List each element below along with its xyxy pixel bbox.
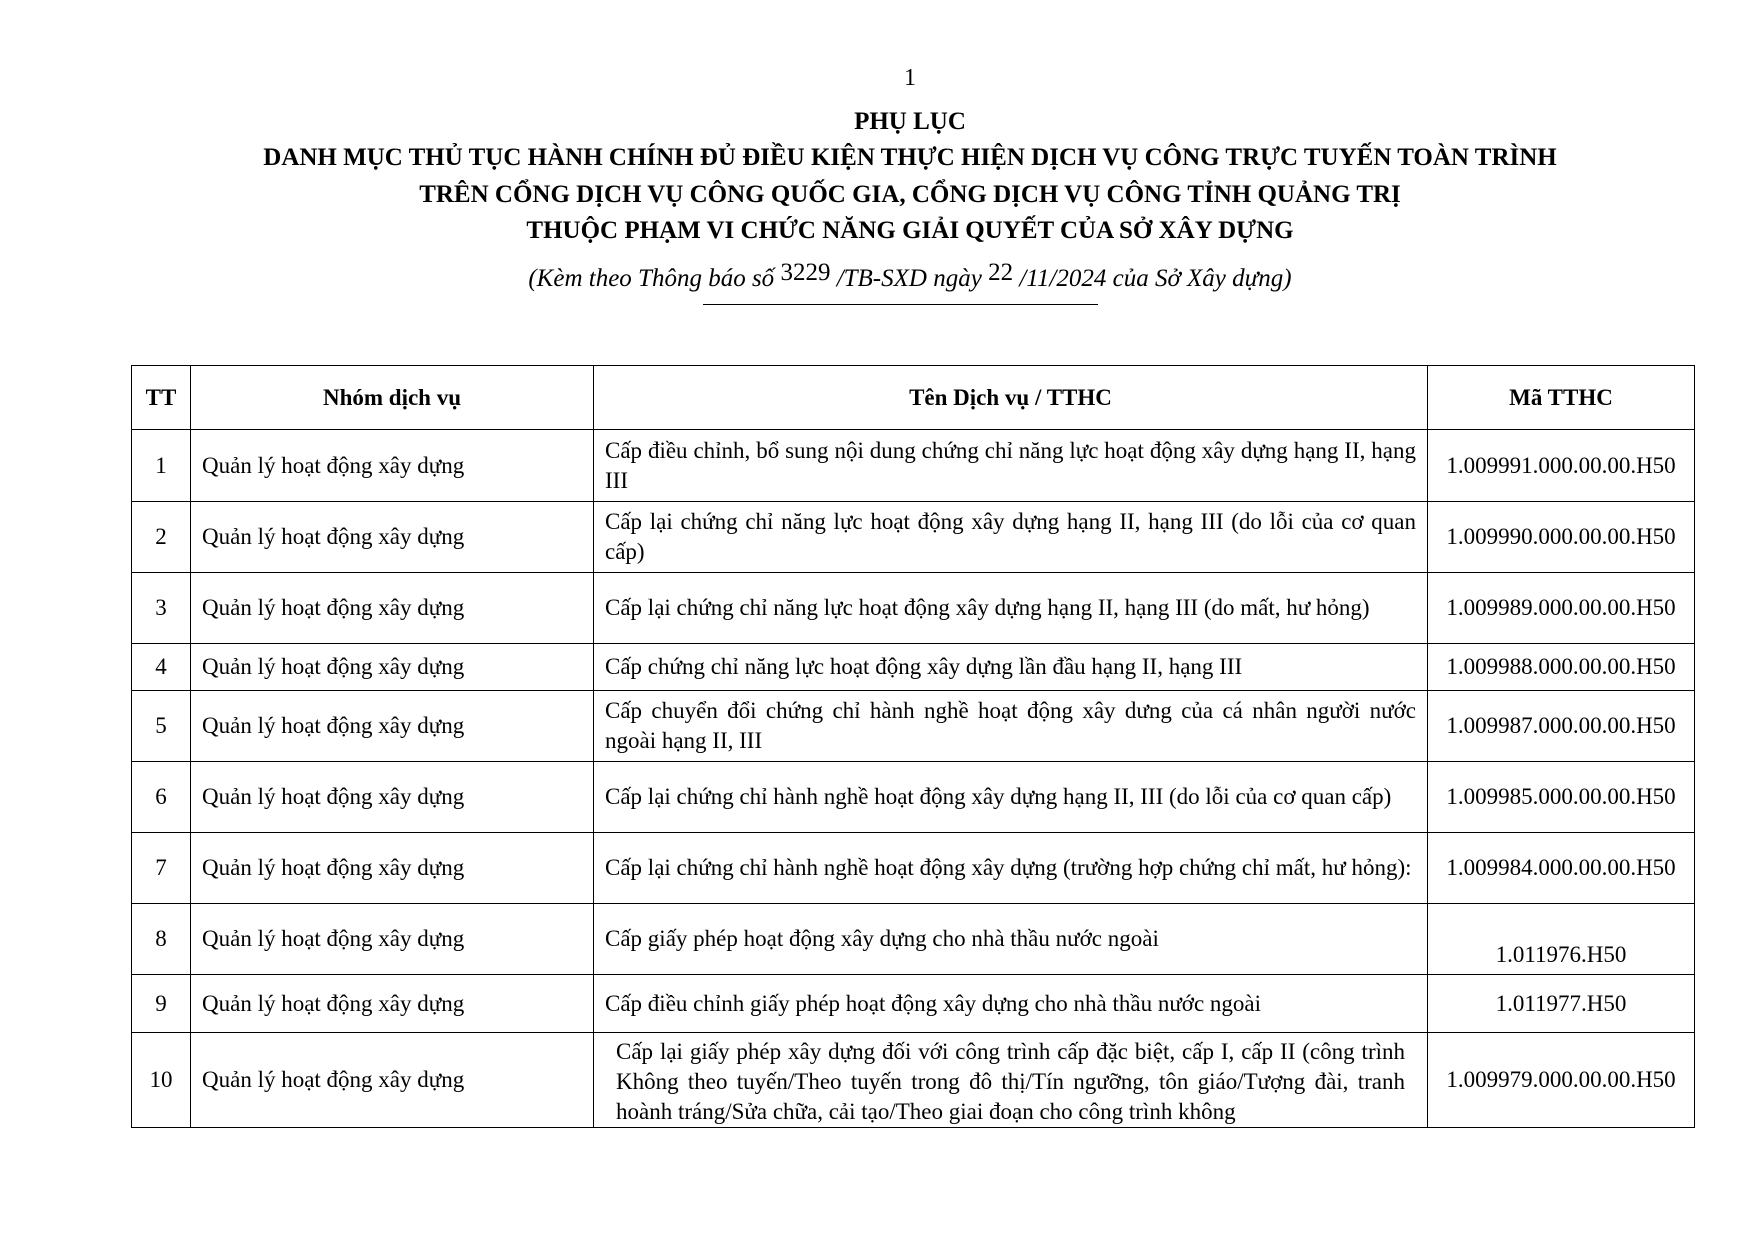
service-group: Quản lý hoạt động xây dựng [191, 833, 594, 904]
page-number: 1 [904, 65, 916, 91]
table-row [132, 502, 1695, 573]
procedure-name: Cấp lại chứng chỉ hành nghề hoạt động xây dựng hạng II, III (do lỗi của cơ quan cấp) [594, 762, 1428, 833]
procedure-name: Cấp điều chỉnh giấy phép hoạt động xây dựng cho nhà thầu nước ngoài [594, 975, 1428, 1033]
service-group: Quản lý hoạt động xây dựng [191, 502, 594, 573]
row-number: 8 [132, 904, 191, 975]
procedure-name: Cấp chuyển đổi chứng chỉ hành nghề hoạt động xây dưng của cá nhân người nước ngoài hạng II, III [594, 691, 1428, 762]
row-number: 5 [132, 691, 191, 762]
procedure-name: Cấp điều chỉnh, bổ sung nội dung chứng chỉ năng lực hoạt động xây dựng hạng II, hạng III [594, 430, 1428, 502]
table-row [132, 644, 1695, 691]
notice-day: 22 [988, 259, 1014, 286]
row-number: 1 [132, 430, 191, 502]
row-number: 4 [132, 644, 191, 691]
table-row [132, 430, 1695, 502]
row-number: 7 [132, 833, 191, 904]
procedure-code: 1.009984.000.00.00.H50 [1428, 833, 1695, 904]
catalog-title-line-3: THUỘC PHẠM VI CHỨC NĂNG GIẢI QUYẾT CỦA SỞ XÂY DỰNG [526, 217, 1294, 244]
notice-middle: /TB-SXD ngày [830, 265, 989, 292]
service-group: Quản lý hoạt động xây dựng [191, 430, 594, 502]
table-row [132, 904, 1695, 975]
service-group: Quản lý hoạt động xây dựng [191, 1033, 594, 1128]
procedure-name-cell [594, 1033, 1428, 1128]
catalog-title-line-2: TRÊN CỔNG DỊCH VỤ CÔNG QUỐC GIA, CỔNG DỊCH VỤ CÔNG TỈNH QUẢNG TRỊ [419, 181, 1401, 208]
header-procedure-name: Tên Dịch vụ / TTHC [594, 366, 1428, 430]
header-service-group: Nhóm dịch vụ [191, 366, 594, 430]
table-row [132, 975, 1695, 1033]
table-row [132, 573, 1695, 644]
notice-underline [703, 304, 1098, 305]
row-number: 10 [132, 1033, 191, 1128]
header-procedure-code: Mã TTHC [1428, 366, 1695, 430]
procedure-code: 1.009988.000.00.00.H50 [1428, 644, 1695, 691]
header-tt: TT [132, 366, 191, 430]
row-number: 6 [132, 762, 191, 833]
notice-prefix: (Kèm theo Thông báo số [528, 265, 781, 292]
procedure-name: Cấp chứng chỉ năng lực hoạt động xây dựng lần đầu hạng II, hạng III [594, 644, 1428, 691]
service-group: Quản lý hoạt động xây dựng [191, 573, 594, 644]
table-row [132, 762, 1695, 833]
notice-reference [0, 259, 1755, 296]
service-group: Quản lý hoạt động xây dựng [191, 975, 594, 1033]
notice-number: 3229 [780, 259, 831, 286]
table-row [132, 691, 1695, 762]
procedure-code: 1.009991.000.00.00.H50 [1428, 430, 1695, 502]
service-group: Quản lý hoạt động xây dựng [191, 904, 594, 975]
procedure-code: 1.009990.000.00.00.H50 [1428, 502, 1695, 573]
catalog-title-line-1: DANH MỤC THỦ TỤC HÀNH CHÍNH ĐỦ ĐIỀU KIỆN THỰC HIỆN DỊCH VỤ CÔNG TRỰC TUYẾN TOÀN TRÌNH [263, 144, 1557, 171]
procedure-code: 1.009989.000.00.00.H50 [1428, 573, 1695, 644]
row-number: 2 [132, 502, 191, 573]
service-group: Quản lý hoạt động xây dựng [191, 691, 594, 762]
table-row [132, 833, 1695, 904]
service-group: Quản lý hoạt động xây dựng [191, 762, 594, 833]
table-row [132, 1033, 1695, 1128]
procedure-name: Cấp lại chứng chỉ hành nghề hoạt động xây dựng (trường hợp chứng chỉ mất, hư hỏng): [594, 833, 1428, 904]
table-header-row [132, 366, 1695, 430]
procedure-name: Cấp giấy phép hoạt động xây dựng cho nhà thầu nước ngoài [594, 904, 1428, 975]
procedure-name: Cấp lại chứng chỉ năng lực hoạt động xây dựng hạng II, hạng III (do mất, hư hỏng) [594, 573, 1428, 644]
procedure-code: 1.009979.000.00.00.H50 [1428, 1033, 1695, 1128]
procedure-name: Cấp lại giấy phép xây dựng đối với công trình cấp đặc biệt, cấp I, cấp II (công trình Không theo tuyến/Theo tuyến trong đô thị/Tín ngưỡng, tôn giáo/Tượng đài, tranh hoành tráng/Sửa chữa, cải tạo/Theo giai đoạn cho công trình không [616, 1039, 1405, 1124]
row-number: 9 [132, 975, 191, 1033]
procedure-code: 1.009987.000.00.00.H50 [1428, 691, 1695, 762]
procedure-table [131, 365, 1695, 1128]
procedure-name: Cấp lại chứng chỉ năng lực hoạt động xây dựng hạng II, hạng III (do lỗi của cơ quan cấp) [594, 502, 1428, 573]
procedure-code: 1.011977.H50 [1428, 975, 1695, 1033]
notice-suffix: /11/2024 của Sở Xây dựng) [1013, 265, 1292, 292]
procedure-code: 1.011976.H50 [1428, 904, 1695, 975]
service-group: Quản lý hoạt động xây dựng [191, 644, 594, 691]
procedure-code: 1.009985.000.00.00.H50 [1428, 762, 1695, 833]
row-number: 3 [132, 573, 191, 644]
appendix-title: PHỤ LỤC [854, 108, 966, 135]
